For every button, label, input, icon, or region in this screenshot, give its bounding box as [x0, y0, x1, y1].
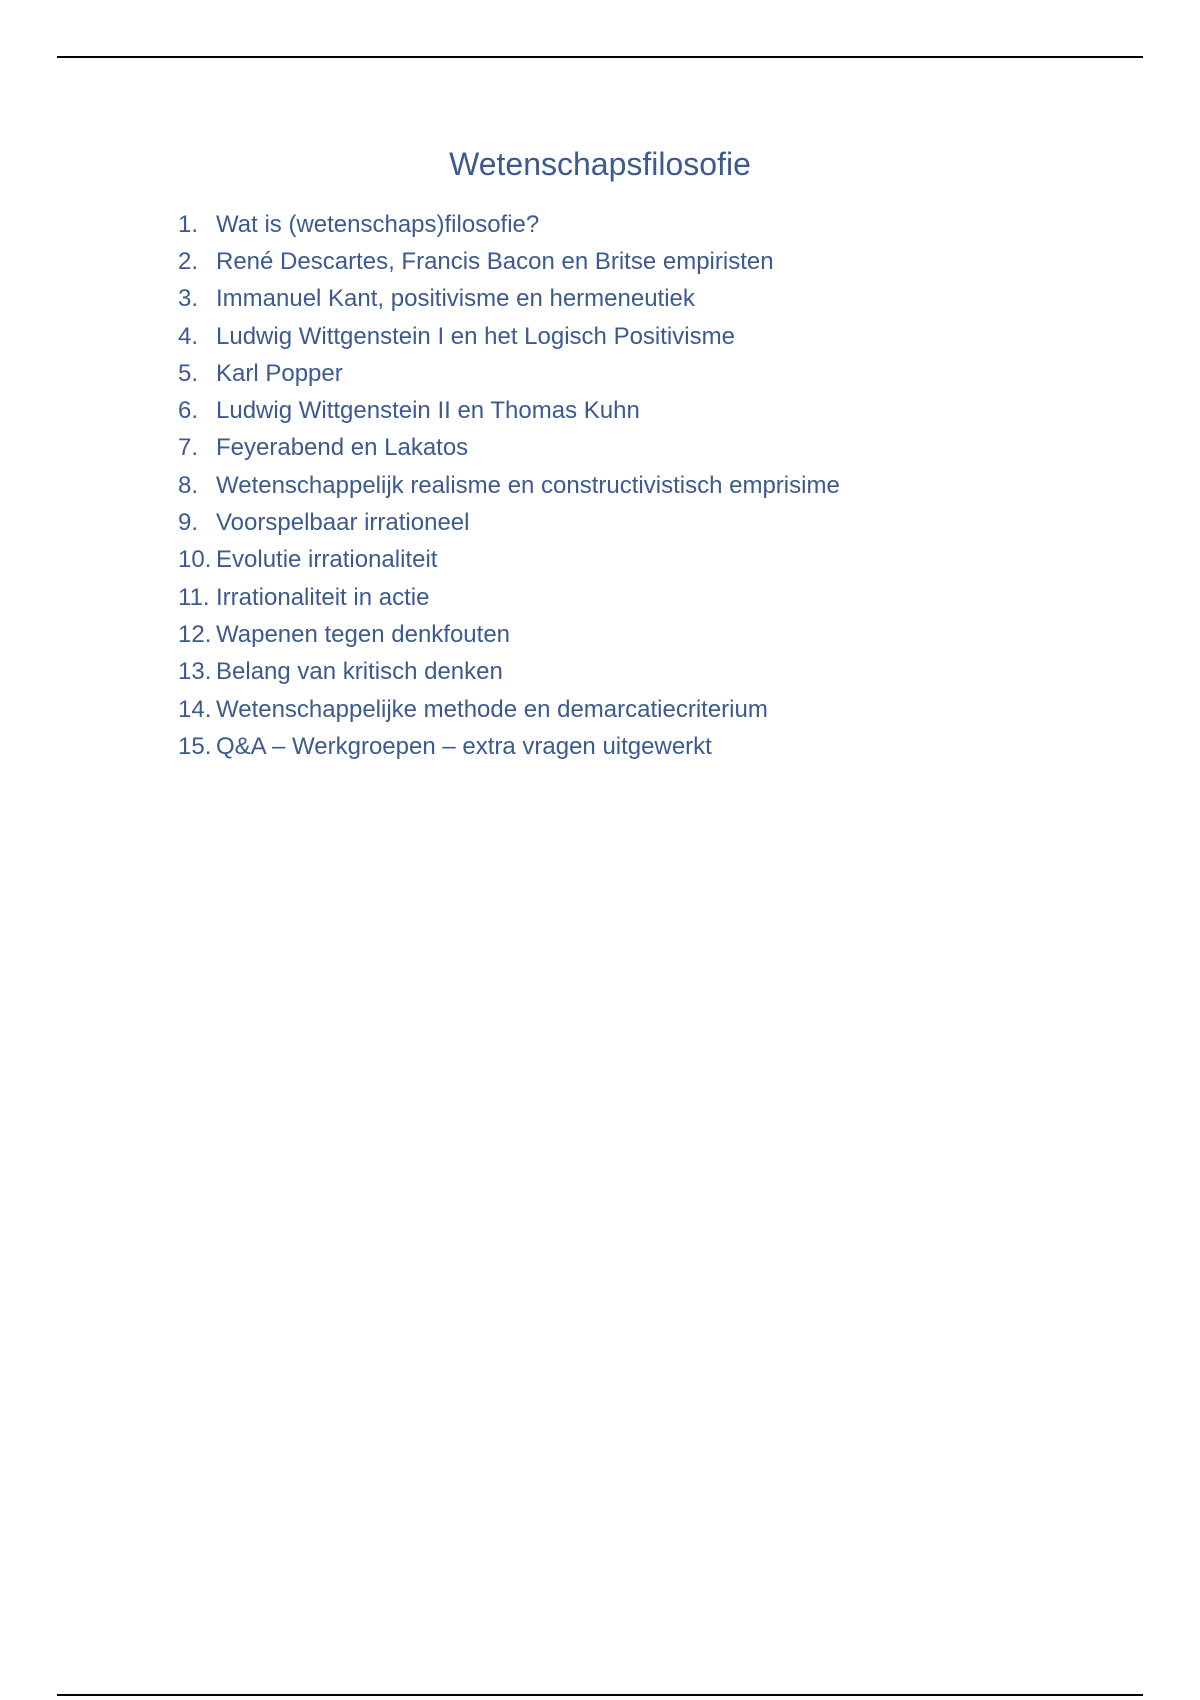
toc-item-text: Belang van kritisch denken [216, 658, 503, 686]
toc-item-text: Q&A – Werkgroepen – extra vragen uitgewerkt [216, 732, 712, 760]
toc-item-number: 6. [178, 397, 199, 425]
toc-item-number: 7. [178, 434, 199, 462]
toc-item-text: Irrationaliteit in actie [216, 583, 430, 611]
toc-item-number: 15. [178, 732, 212, 760]
table-of-contents [178, 206, 840, 765]
toc-item-text: Ludwig Wittgenstein II en Thomas Kuhn [216, 397, 640, 425]
toc-item [178, 728, 840, 765]
footer-rule [57, 1694, 1143, 1696]
toc-item [178, 281, 840, 318]
toc-item-number: 10. [178, 546, 212, 574]
toc-item [178, 243, 840, 280]
toc-item-text: Voorspelbaar irrationeel [216, 509, 470, 537]
toc-item-text: Wetenschappelijke methode en demarcatiecriterium [216, 695, 768, 723]
toc-item-number: 3. [178, 285, 199, 313]
toc-item-text: Ludwig Wittgenstein I en het Logisch Positivisme [216, 322, 735, 350]
toc-item [178, 430, 840, 467]
toc-item [178, 654, 840, 691]
toc-item-number: 11. [178, 583, 210, 611]
toc-item-text: Karl Popper [216, 359, 343, 387]
toc-item-number: 1. [178, 210, 199, 238]
toc-item-number: 4. [178, 322, 199, 350]
toc-item-text: Wat is (wetenschaps)filosofie? [216, 210, 540, 238]
toc-item-text: Immanuel Kant, positivisme en hermeneutiek [216, 285, 695, 313]
toc-item-number: 8. [178, 471, 199, 499]
toc-item-text: Evolutie irrationaliteit [216, 546, 438, 574]
toc-item [178, 542, 840, 579]
toc-item-text: Wetenschappelijk realisme en constructivistisch emprisime [216, 471, 840, 499]
toc-item-number: 13. [178, 658, 212, 686]
toc-item [178, 392, 840, 429]
toc-item-text: Feyerabend en Lakatos [216, 434, 469, 462]
document-title: Wetenschapsfilosofie [449, 146, 751, 182]
toc-item [178, 467, 840, 504]
toc-item [178, 206, 840, 243]
toc-item-number: 9. [178, 509, 199, 537]
toc-item-number: 14. [178, 695, 212, 723]
toc-item [178, 504, 840, 541]
toc-item-text: René Descartes, Francis Bacon en Britse empiristen [216, 247, 774, 275]
toc-item-number: 5. [178, 359, 199, 387]
toc-item [178, 579, 840, 616]
toc-item [178, 616, 840, 653]
header-rule [57, 56, 1143, 58]
toc-item-text: Wapenen tegen denkfouten [216, 620, 511, 648]
toc-item [178, 318, 840, 355]
toc-item-number: 12. [178, 620, 212, 648]
toc-item [178, 691, 840, 728]
toc-item-number: 2. [178, 247, 199, 275]
toc-item [178, 355, 840, 392]
